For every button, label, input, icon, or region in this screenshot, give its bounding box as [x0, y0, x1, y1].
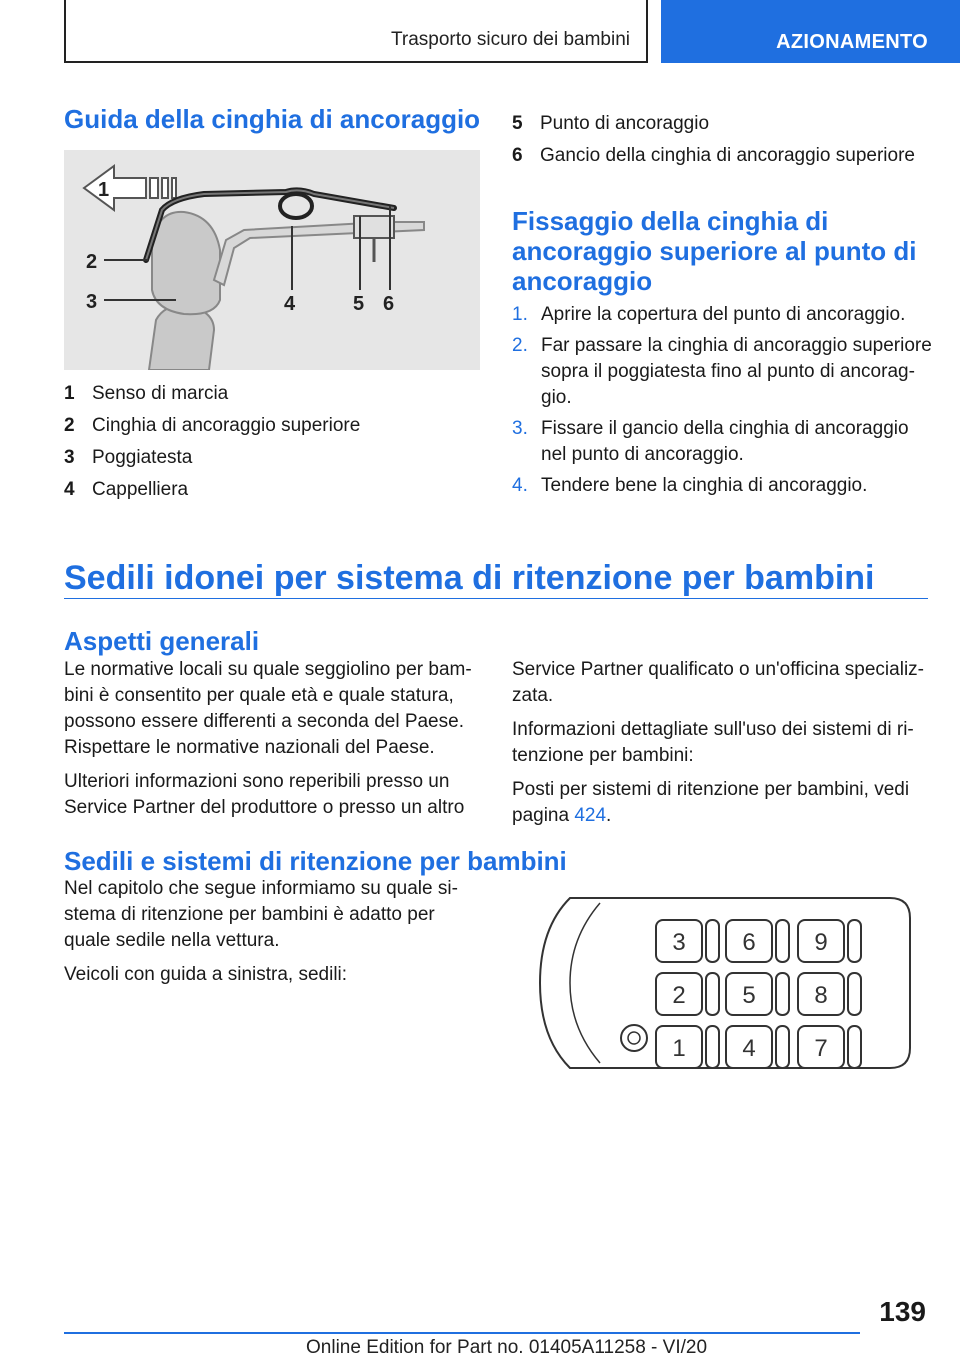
paragraph: Service Partner qualificato o un'officina specializ‐zata. — [512, 659, 924, 706]
legend-item: 1 Senso di marcia — [64, 383, 229, 404]
page-number: 139 — [879, 1296, 926, 1327]
seat-backrest — [776, 973, 789, 1015]
seat-backrest — [706, 973, 719, 1015]
tether-legend-left — [64, 378, 480, 506]
paragraph: Posti per sistemi di ritenzione per bambini, vedi pagina 424. — [512, 779, 910, 826]
footer-edition: Online Edition for Part no. 01405A11258 - VI/20 — [306, 1337, 708, 1358]
tether-legend-right — [512, 108, 932, 172]
legend-item: 2 Cinghia di ancoraggio superiore — [64, 415, 361, 436]
seat-plan-figure — [530, 888, 920, 1078]
fixing-steps — [512, 302, 932, 504]
seat-plan-diagram — [530, 888, 920, 1078]
section-heading: Sedili idonei per sistema di ritenzione per bambini — [64, 559, 875, 597]
section-divider — [64, 598, 928, 599]
paragraph: Nel capitolo che segue informiamo su quale si‐stema di ritenzione per bambini è adatto per quale sedile nella vettura. — [64, 878, 458, 951]
seat-grid — [656, 920, 861, 1068]
callout-5: 5 — [353, 293, 365, 315]
fixing-heading: Fissaggio della cinghia di ancoraggio superiore al punto di ancoraggio — [512, 206, 917, 296]
systems-text — [64, 876, 484, 996]
callout-1: 1 — [98, 179, 110, 201]
seat-number: 8 — [814, 982, 828, 1009]
general-text-right — [512, 657, 932, 837]
headrest-shape — [152, 212, 220, 314]
section-title: AZIONAMENTO — [776, 31, 928, 53]
seat-number: 7 — [814, 1035, 828, 1062]
paragraph: Veicoli con guida a sinistra, sedili: — [64, 964, 348, 985]
chapter-title: Trasporto sicuro dei bambini — [390, 29, 630, 50]
seat-number: 5 — [742, 982, 756, 1009]
step-item: 4. Tendere bene la cinghia di ancoraggio. — [512, 475, 868, 496]
legend-item: 5 Punto di ancoraggio — [512, 113, 710, 134]
step-item: 1. Aprire la copertura del punto di ancoraggio. — [512, 304, 906, 325]
seat-backrest — [706, 920, 719, 962]
paragraph: Le normative locali su quale seggiolino per bam‐bini è consentito per quale età e quale statura, possono essere differenti a seconda del Paese. Rispettare le normative nazionali del Paese. — [64, 659, 472, 758]
callout-4: 4 — [284, 293, 296, 315]
callout-2: 2 — [86, 251, 98, 273]
seat-number: 6 — [742, 929, 756, 956]
legend-item: 6 Gancio della cinghia di ancoraggio superiore — [512, 145, 915, 166]
section-tab[interactable] — [661, 0, 960, 63]
seat-number: 1 — [672, 1035, 686, 1062]
paragraph: Ulteriori informazioni sono reperibili presso un Service Partner del produttore o presso un altro — [64, 771, 465, 818]
seat-backrest — [776, 920, 789, 962]
tether-illustration — [64, 150, 480, 370]
legend-item: 4 Cappelliera — [64, 479, 189, 500]
seat-backrest — [848, 1026, 861, 1068]
seat-backrest — [776, 1026, 789, 1068]
general-text-left — [64, 657, 484, 829]
seat-backrest — [706, 1026, 719, 1068]
step-item: 2. Far passare la cinghia di ancoraggio superiore sopra il poggiatesta fino al punto di ancorag‐gio. — [512, 335, 932, 408]
tether-heading: Guida della cinghia di ancoraggio — [64, 104, 481, 134]
systems-heading: Sedili e sistemi di ritenzione per bambini — [64, 846, 567, 876]
paragraph: Informazioni dettagliate sull'uso dei sistemi di ri‐tenzione per bambini: — [512, 719, 914, 766]
callout-6: 6 — [383, 293, 395, 315]
direction-arrow-icon — [84, 166, 146, 210]
legend-item: 3 Poggiatesta — [64, 447, 193, 468]
seat-number: 9 — [814, 929, 828, 956]
tether-figure — [64, 150, 480, 370]
seat-number: 3 — [672, 929, 686, 956]
seat-backrest — [848, 973, 861, 1015]
step-item: 3. Fissare il gancio della cinghia di ancoraggio nel punto di ancoraggio. — [512, 418, 909, 465]
seat-number: 2 — [672, 982, 686, 1009]
general-heading: Aspetti generali — [64, 626, 260, 656]
footer-rule — [64, 1332, 860, 1334]
page-link[interactable]: 424 — [574, 805, 607, 826]
seat-number: 4 — [742, 1035, 756, 1062]
header-chapter-box — [64, 0, 648, 63]
callout-3: 3 — [86, 291, 98, 313]
seat-backrest — [848, 920, 861, 962]
